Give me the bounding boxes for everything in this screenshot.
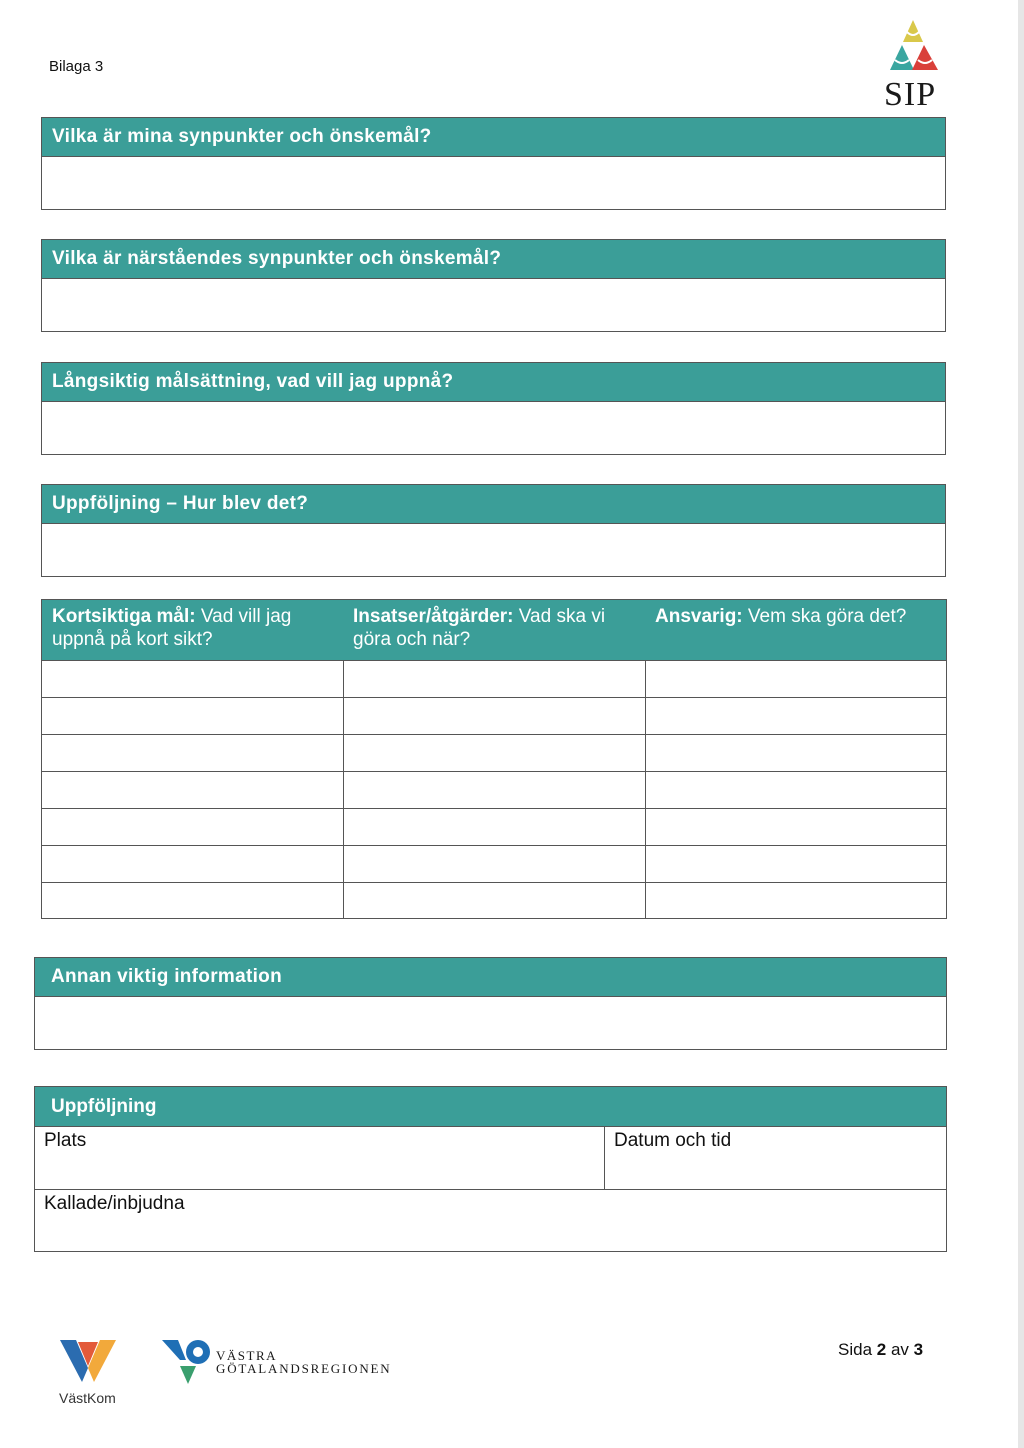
section-long-term-goal-field[interactable] (42, 401, 945, 454)
section-wishes-title: Vilka är mina synpunkter och önskemål? (42, 118, 945, 156)
vgr-logo-line1: VÄSTRA (216, 1348, 278, 1363)
goals-col-responsible (655, 605, 945, 628)
invited-field[interactable]: Kallade/inbjudna (44, 1193, 185, 1214)
section-follow-up-result-field[interactable] (42, 523, 945, 576)
section-other-info-field[interactable] (35, 996, 946, 1049)
section-long-term-goal-title: Långsiktig målsättning, vad vill jag uppnå? (42, 363, 945, 401)
vgr-logo (160, 1338, 420, 1390)
goals-col-responsible-rest: Vem ska göra det? (742, 606, 907, 627)
goals-col-responsible-bold: Ansvarig: (655, 606, 743, 627)
table-row[interactable] (42, 697, 946, 734)
table-row[interactable] (42, 845, 946, 882)
section-other-info (34, 957, 947, 1050)
follow-up-divider (604, 1126, 605, 1189)
sip-logo-text: SIP (884, 76, 937, 113)
section-relatives-wishes (41, 239, 946, 332)
follow-up-divider (35, 1126, 946, 1127)
vgr-emblem-icon (160, 1338, 218, 1388)
page-total: 3 (913, 1340, 924, 1359)
page-prefix: Sida (838, 1340, 877, 1359)
page-current: 2 (876, 1340, 887, 1359)
table-row[interactable] (42, 808, 946, 845)
page-edge (1018, 0, 1024, 1448)
sip-logo (880, 18, 946, 113)
follow-up-divider (35, 1189, 946, 1190)
goals-col-short-term-bold: Kortsiktiga mål: (52, 606, 196, 627)
goals-col-actions (353, 605, 643, 651)
goals-col-actions-rest: Vad ska vi göra och när? (353, 606, 606, 650)
section-wishes-field[interactable] (42, 156, 945, 209)
table-row[interactable] (42, 771, 946, 808)
table-divider (343, 660, 344, 918)
table-divider (645, 660, 646, 918)
goals-col-actions-bold: Insatser/åtgärder: (353, 606, 514, 627)
vastkom-logo (56, 1336, 126, 1416)
section-other-info-title: Annan viktig information (35, 958, 946, 996)
goals-col-short-term (52, 605, 337, 651)
follow-up-section (34, 1086, 947, 1252)
section-follow-up-result-title: Uppföljning – Hur blev det? (42, 485, 945, 523)
section-wishes (41, 117, 946, 210)
section-follow-up-result (41, 484, 946, 577)
datetime-field[interactable]: Datum och tid (614, 1130, 732, 1151)
table-row[interactable] (42, 660, 946, 697)
vastkom-logo-text: VästKom (59, 1390, 116, 1406)
goals-table (41, 599, 947, 919)
vastkom-v-icon (56, 1336, 120, 1388)
attachment-label: Bilaga 3 (49, 58, 104, 75)
vgr-logo-line2: GÖTALANDSREGIONEN (216, 1361, 392, 1376)
section-relatives-wishes-title: Vilka är närståendes synpunkter och önskemål? (42, 240, 945, 278)
section-relatives-wishes-field[interactable] (42, 278, 945, 331)
sip-triangles-icon (882, 18, 944, 74)
goals-col-short-term-rest: Vad vill jag uppnå på kort sikt? (52, 606, 292, 650)
table-row[interactable] (42, 734, 946, 771)
page-number (838, 1340, 923, 1360)
section-long-term-goal (41, 362, 946, 455)
follow-up-title: Uppföljning (35, 1087, 946, 1126)
page-middle: av (886, 1340, 914, 1359)
place-field[interactable]: Plats (44, 1130, 87, 1151)
table-row[interactable] (42, 882, 946, 919)
